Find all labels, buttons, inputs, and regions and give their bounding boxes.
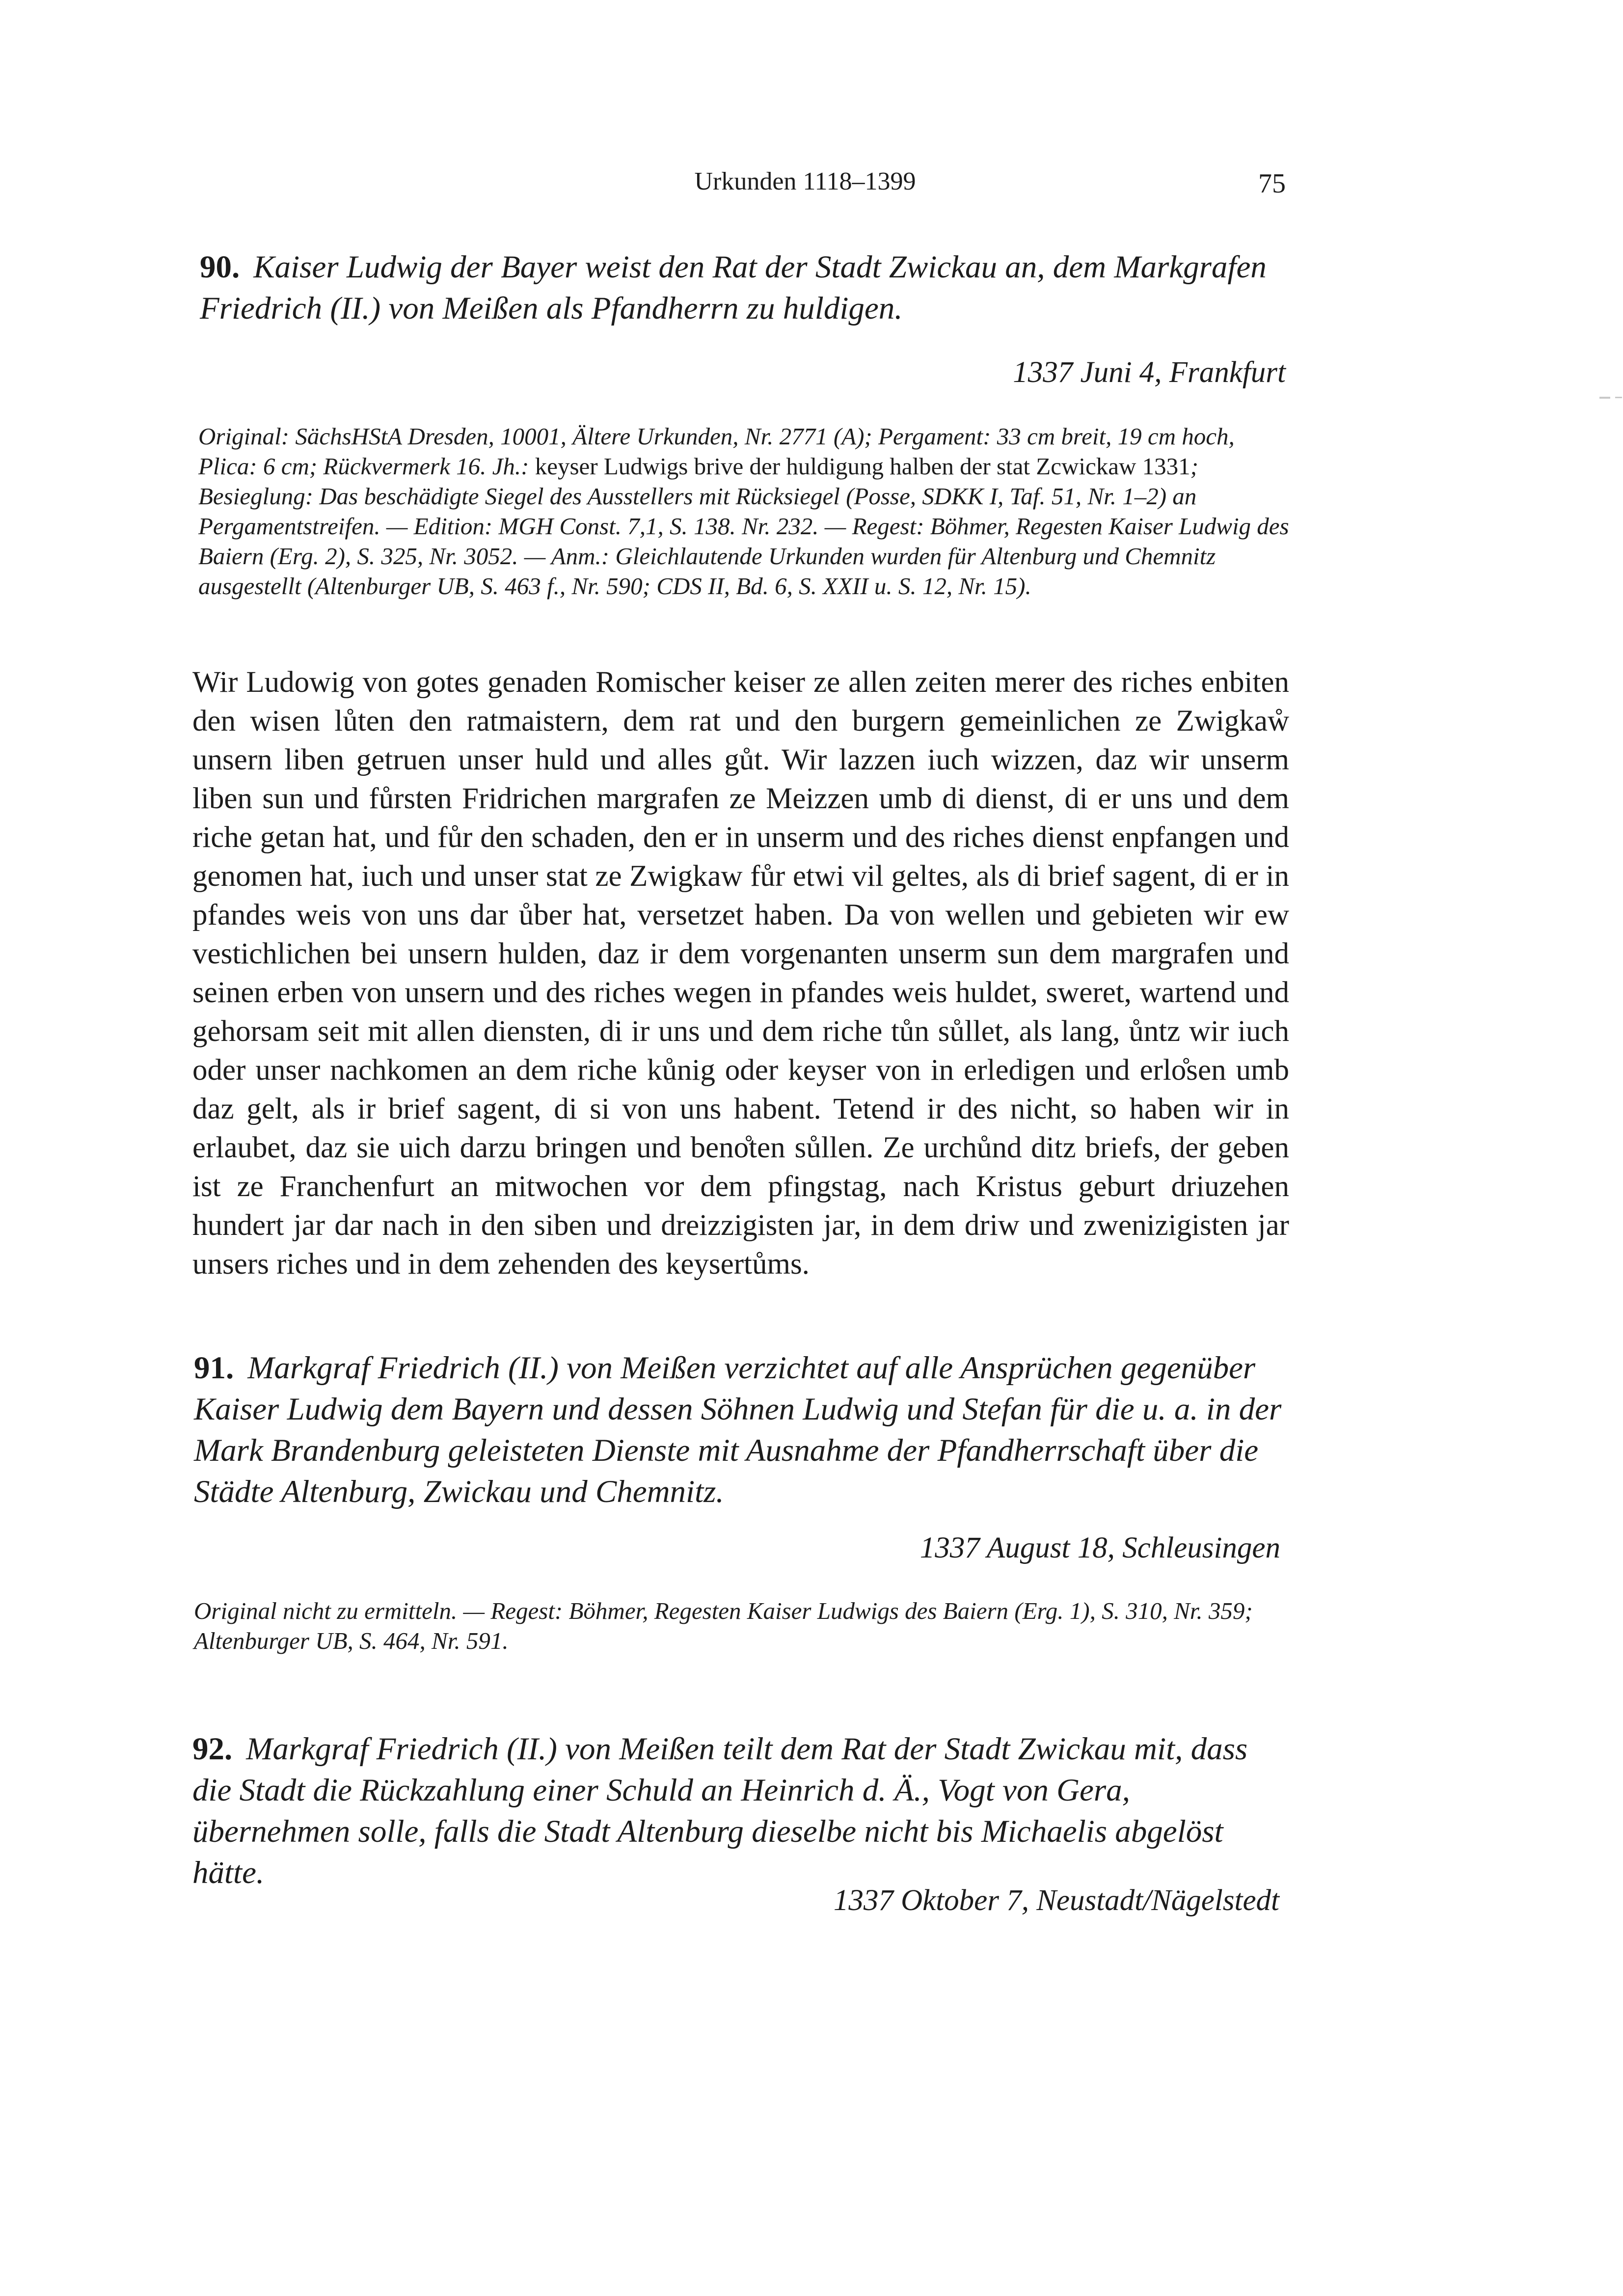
document-90-dorsal-note-quote: keyser Ludwigs brive der huldigung halben der stat Zcwickaw 1331 [535, 453, 1190, 480]
document-90-heading [200, 246, 1290, 329]
document-90-number: 90. [200, 249, 240, 285]
scan-artifact [1615, 397, 1622, 398]
document-92-number: 92. [192, 1731, 233, 1767]
document-92-title: Markgraf Friedrich (II.) von Meißen teilt dem Rat der Stadt Zwickau mit, dass die Stadt die Rückzahlung einer Schuld an Heinrich d. Ä., Vogt von Gera, übernehmen solle, falls die Stadt Altenburg dieselbe nicht bis Michaelis abgelöst hätte. [192, 1731, 1248, 1890]
document-90-apparatus-part1: Original: SächsHStA Dresden, 10001, Ältere Urkunden, Nr. 2771 (A); Pergament: 33 cm breit, 19 cm hoch, Plica: 6 cm; Rückvermerk 16. Jh.: [198, 423, 1235, 480]
document-92-heading [192, 1728, 1288, 1893]
document-90-date-place: 1337 Juni 4, Frankfurt [1013, 356, 1286, 389]
running-header-title: Urkunden 1118–1399 [694, 167, 916, 195]
document-91-title: Markgraf Friedrich (II.) von Meißen verzichtet auf alle Ansprüchen gegenüber Kaiser Ludwig dem Bayern und dessen Söhnen Ludwig und Stefan für die u. a. in der Mark Brandenburg geleisteten Dienste mit Ausnahme der Pfandherrschaft über die Städte Altenburg, Zwickau und Chemnitz. [194, 1350, 1282, 1509]
document-91-apparatus: Original nicht zu ermitteln. — Regest: Böhmer, Regesten Kaiser Ludwigs des Baiern (Erg. 1), S. 310, Nr. 359; Altenburger UB, S. 464, Nr. 591. [194, 1597, 1253, 1654]
document-91-date-place: 1337 August 18, Schleusingen [920, 1531, 1280, 1564]
document-92-date-place: 1337 Oktober 7, Neustadt/Nägelstedt [833, 1884, 1279, 1917]
document-91-number: 91. [194, 1350, 234, 1386]
document-90-title: Kaiser Ludwig der Bayer weist den Rat der Stadt Zwickau an, dem Markgrafen Friedrich (II.) von Meißen als Pfandherrn zu huldigen. [200, 249, 1267, 326]
document-91-heading [194, 1347, 1288, 1512]
document-90-charter-text: Wir Ludowig von gotes genaden Romischer keiser ze allen zeiten merer des riches enbiten den wisen lůten den ratmaistern, dem rat und den burgern gemeinlichen ze Zwigkaẘ unsern liben getruen unser huld und alles gůt. Wir lazzen iuch wizzen, daz wir unserm liben sun und fůrsten Fridrichen margrafen ze Meizzen umb di dienst, di er uns und dem riche getan hat, und fůr den schaden, den er in unserm und des riches dienst enpfangen und genomen hat, iuch und unser stat ze Zwigkaw fůr etwi vil geltes, als di brief sagent, di er in pfandes weis von uns dar ůber hat, versetzet haben. Da von wellen und gebieten wir ew vestichlichen bei unsern hulden, daz ir dem vorgenanten unserm sun dem margrafen und seinen erben von unsern und des riches wegen in pfandes weis huldet, sweret, wartend und gehorsam seit mit allen diensten, di ir uns und dem riche tůn sůllet, als lang, ůntz wir iuch oder unser nachkomen an dem riche kůnig oder keyser von in erledigen und erlo̊sen umb daz gelt, als ir brief sagent, di si von uns habent. Tetend ir des nicht, so haben wir in erlaubet, daz sie uich darzu bringen und beno̊ten sůllen. Ze urchůnd ditz briefs, der geben ist ze Franchenfurt an mitwochen vor dem pfingstag, nach Kristus geburt driuzehen hundert jar dar nach in den siben und dreizzigisten jar, in dem driw und zwenizigisten jar unsers riches und in dem zehenden des keysertůms. [192, 666, 1289, 1281]
document-90-apparatus-part2: ; Besieglung: Das beschädigte Siegel des Ausstellers mit Rücksiegel (Posse, SDKK I, Taf. 51, Nr. 1–2) an Pergamentstreifen. — Edition: MGH Const. 7,1, S. 138. Nr. 232. — Regest: Böhmer, Regesten Kaiser Ludwig des Baiern (Erg. 2), S. 325, Nr. 3052. — Anm.: Gleichlautende Urkunden wurden für Altenburg und Chemnitz ausgestellt (Altenburger UB, S. 463 f., Nr. 590; CDS II, Bd. 6, S. XXII u. S. 12, Nr. 15). [198, 453, 1289, 600]
scan-artifact [1599, 397, 1610, 399]
document-90-apparatus [198, 421, 1290, 601]
page-number: 75 [1258, 168, 1286, 199]
